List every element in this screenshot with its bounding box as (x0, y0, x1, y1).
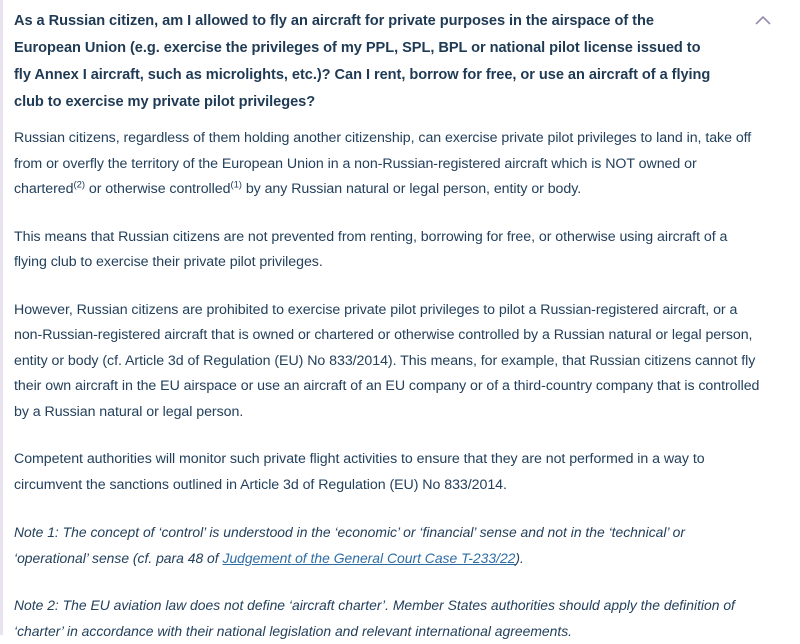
answer-paragraph-2: This means that Russian citizens are not prevented from renting, borrowing for free, or otherwise using aircraft of a flying club to exercise their private pilot privileges. (14, 228, 728, 270)
note-1-text-before: Note 1: The concept of ‘control’ is understood in the ‘economic’ or ‘financial’ sense and not in the ‘technical’ or ‘operational’ sense (cf. para 48 of (14, 524, 686, 566)
note-1 (14, 520, 760, 571)
paragraph-1-text-part-3: by any Russian natural or legal person, entity or body. (241, 181, 582, 197)
chevron-up-icon[interactable] (752, 10, 774, 32)
answer-paragraph-3: However, Russian citizens are prohibited to exercise private pilot privileges to pilot a Russian-registered aircraft, or a non-Russian-registered aircraft that is owned or chartered or otherwise controlled by a Russian natural or legal person, entity or body (cf. Article 3d of Regulation (EU) No 833/2014). This means, for example, that Russian citizens cannot fly their own aircraft in the EU airspace or use an aircraft of an EU company or of a third-country company that is controlled by a Russian natural or legal person. (14, 301, 760, 420)
note-2 (14, 593, 760, 644)
answer-paragraph-4: Competent authorities will monitor such private flight activities to ensure that they are not performed in a way to circumvent the sanctions outlined in Article 3d of Regulation (EU) No 833/2014. (14, 451, 705, 493)
paragraph-1-text-part-1: Russian citizens, regardless of them holding another citizenship, can exercise private pilot privileges to land in, take off from or overfly the territory of the European Union in a non-Russian-registered aircraft which is NOT owned or chartered (14, 130, 752, 197)
paragraph-1-text-part-2: or otherwise controlled (84, 181, 231, 197)
court-judgement-link[interactable]: Judgement of the General Court Case T-233/22 (222, 549, 516, 566)
page-title: As a Russian citizen, am I allowed to fly an aircraft for private purposes in the airspace of the European Union (e.g. exercise the privileges of my PPL, SPL, BPL or national pilot license issued to fly Annex I aircraft, such as microlights, etc.)? Can I rent, borrow for free, or use an aircraft of a flying club to exercise my private pilot privileges? (14, 13, 711, 110)
left-accent-bar (0, 0, 3, 635)
footnote-marker-1: (1) (230, 179, 242, 191)
footnote-marker-2: (2) (73, 179, 85, 191)
answer-paragraph-1 (14, 126, 760, 203)
note-2-text: Note 2: The EU aviation law does not define ‘aircraft charter’. Member States authorities should apply the definition of ‘charter’ in accordance with their national legislation and relevant international agreements. (14, 597, 735, 639)
note-1-text-after: ). (515, 549, 524, 566)
